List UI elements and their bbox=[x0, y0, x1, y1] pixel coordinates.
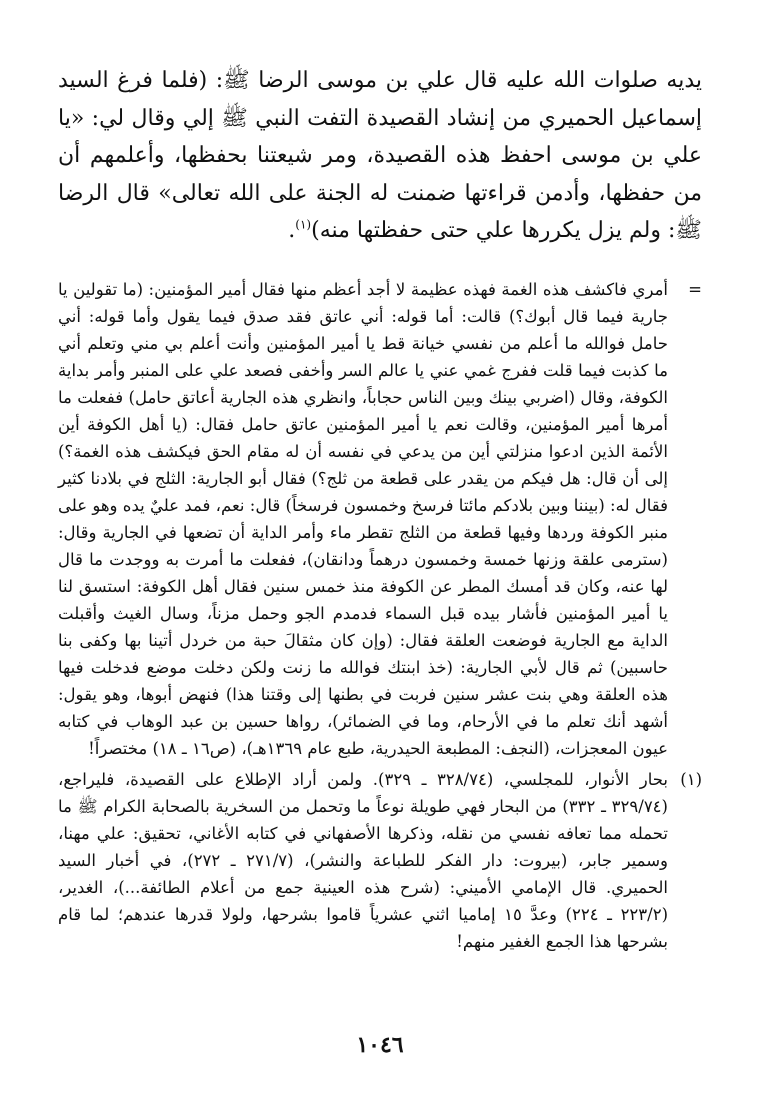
main-paragraph bbox=[58, 62, 702, 250]
footnote-reference: (١) bbox=[295, 217, 312, 232]
footnote-continued bbox=[58, 276, 702, 762]
footnote-marker: = bbox=[688, 279, 702, 299]
footnote-marker: (١) bbox=[680, 769, 702, 789]
main-paragraph-text: يديه صلوات الله عليه قال علي بن موسى الرضا ﷺ: (فلما فرغ السيد إسماعيل الحميري من إنشاد القصيدة التفت النبي ﷺ إلي وقال لي: «يا علي بن موسى احفظ هذه القصيدة، ومر شيعتنا بحفظها، وأعلمهم أن من حفظها، وأدمن قراءتها ضمنت له الجنة على الله تعالى» قال الرضا ﷺ: ولم يزل يكررها علي حتى حفظتها منه) bbox=[58, 68, 702, 243]
book-page bbox=[58, 62, 702, 1116]
footnote-1 bbox=[58, 766, 702, 955]
paragraph-end-punctuation: . bbox=[288, 218, 296, 243]
page-number: ١٠٤٦ bbox=[356, 1032, 404, 1058]
footnote-text: أمري فاكشف هذه الغمة فهذه عظيمة لا أجد أعظم منها فقال أمير المؤمنين: (ما تقولين يا جارية فيما قال أبوك؟) قالت: أما قوله: أني عاتق فقد صدق فيما يقول وأما قوله: أني حامل فوالله ما أعلم من نفسي خيانة قط يا أمير المؤمنين وأنت أعلم بي مني وتعلم أني ما كذبت فيما قلت ففرج غمي عني يا عالم السر وأخفى فصعد علي على المنبر وأمر بداية الكوفة، وقال (اضربي بينك وبين الناس حجاباً، وانظري هذه الجارية أعاتق حامل) ففعلت ما أمرها أمير المؤمنين، وقالت نعم يا أمير المؤمنين عاتق حامل فقال: (يا أهل الكوفة أين الأئمة الذين ادعوا منزلتي أين من يدعي في نفسه أن له مقام الحق فيكشف هذه الغمة؟) إلى أن قال: هل فيكم من يقدر على قطعة من ثلج؟) فقال أبو الجارية: الثلج في بلادنا كثير فقال له: (بيننا وبين بلادكم مائتا فرسخ وخمسون فرسخاً) قال: نعم، فمد عليٌ يده وهو على منبر الكوفة وردها وفيها قطعة من الثلج تقطر ماء وأمر الداية أن تضعها في الجارية وقال: (سترمى علقة وزنها خمسة وخمسون درهماً ودانقان)، ففعلت ما أمرت به ووجدت ما قال لها عنه، وكان قد أمسك المطر عن الكوفة منذ خمس سنين فقال أهل الكوفة: استسق لنا يا أمير المؤمنين فأشار بيده قبل السماء فدمدم الجو وحمل مزناً، وسال الغيث وأقبلت الداية مع الجارية فوضعت العلقة فقال: (وإن كان مثقالَ حبة من خردل أتينا بها وكفى بنا حاسبين) ثم قال لأبي الجارية: (خذ ابنتك فوالله ما زنت ولكن دخلت موضع فدخلت فيها هذه العلقة وهي بنت عشر سنين فربت في بطنها إلى وقتنا هذا) فنهض أبوها، وهو يقول: أشهد أنك تعلم ما في الأرحام، وما في الضمائر)، رواها حسين بن عبد الوهاب في كتابه عيون المعجزات، (النجف: المطبعة الحيدرية، طبع عام ١٣٦٩هـ)، (ص١٦ ـ ١٨) مختصراً! bbox=[58, 279, 668, 758]
footnote-text: بحار الأنوار، للمجلسي، (٣٢٨/٧٤ ـ ٣٢٩). ولمن أراد الإطلاع على القصيدة، فليراجع، (٣٢٩/٧٤ ـ ٣٣٢) من البحار فهي طويلة نوعاً ما وتحمل من السخرية بالصحابة الكرام ﷺ ما تحمله مما تعافه نفسي من نقله، وذكرها الأصفهاني في كتابه الأغاني، تحقيق: علي مهنا، وسمير جابر، (بيروت: دار الفكر للطباعة والنشر)، (٢٧١/٧ ـ ٢٧٢)، في أخبار السيد الحميري. قال الإمامي الأميني: (شرح هذه العينية جمع من أعلام الطائفة...)، الغدير، (٢٢٣/٢ ـ ٢٢٤) وعدَّ ١٥ إماميا اثني عشرياً قاموا بشرحها، ولولا قدرها عندهم؛ لما قام بشرحها هذا الجمع الغفير منهم! bbox=[58, 769, 669, 951]
footnotes-section bbox=[58, 276, 702, 955]
